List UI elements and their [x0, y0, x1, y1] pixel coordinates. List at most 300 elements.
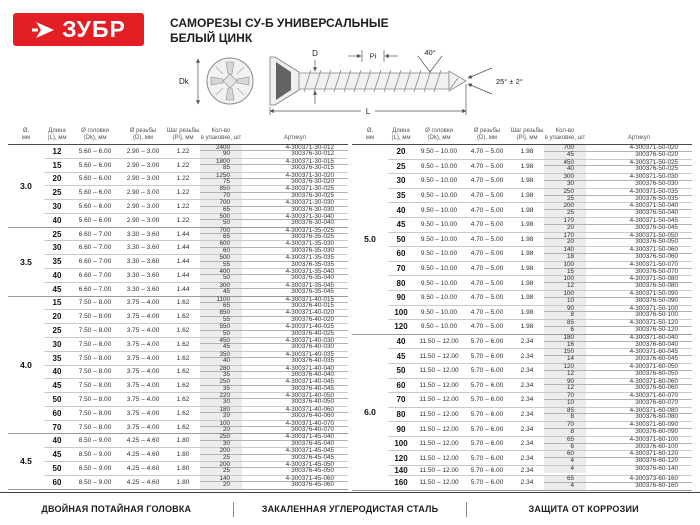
pack-quantity: 100	[544, 262, 586, 268]
thread-diameter-value: 3.75 – 4.00	[126, 409, 160, 417]
page-title-line2: БЕЛЫЙ ЦИНК	[170, 30, 253, 45]
pack-quantity: 170	[544, 233, 586, 239]
column-header	[510, 120, 544, 144]
pi-label: Pi	[369, 51, 377, 61]
thread-diameter-value: 4.70 – 5.00	[470, 221, 504, 229]
group-rows	[44, 145, 348, 227]
article-number: 4-300371-50-120	[629, 319, 678, 327]
diameter-group	[352, 334, 692, 490]
point-angle-label: 25° ± 2°	[496, 77, 523, 86]
article-number: 4-300371-30-030	[285, 199, 334, 207]
article-number: 300376-60-080	[635, 413, 678, 421]
pack-and-article	[544, 379, 692, 393]
pack-sub-row	[200, 482, 348, 488]
head-diameter-value: 5.60 – 6.00	[78, 189, 112, 197]
pack-sub-row	[544, 342, 692, 349]
column-header-line2: мм	[365, 135, 375, 141]
diameter-value: 4.5	[20, 456, 32, 467]
article-number: 4-300371-60-100	[629, 435, 678, 443]
pack-quantity: 85	[200, 165, 242, 171]
pack-quantity: 450	[544, 160, 586, 166]
pack-quantity: 850	[200, 186, 242, 191]
head-diameter-value: 8.50 – 9.00	[78, 437, 112, 445]
group-rows	[44, 434, 348, 488]
diameter-group	[8, 296, 348, 434]
pack-and-article	[200, 255, 348, 268]
article-number: 300376-50-080	[635, 282, 678, 290]
table-row	[388, 145, 692, 159]
table-row	[44, 297, 348, 310]
pack-quantity: 60	[544, 451, 586, 457]
pack-quantity: 85	[544, 320, 586, 326]
article-number: 300376-45-045	[291, 453, 334, 461]
length-value: 30	[52, 202, 62, 212]
length-value: 45	[396, 351, 406, 361]
length-value: 40	[396, 337, 406, 347]
pack-quantity: 6	[544, 444, 586, 451]
diameter-value: 6.0	[364, 407, 376, 418]
head-diameter-value: 8.50 – 9.00	[78, 464, 112, 472]
feature-double-countersunk-head: ДВОЙНАЯ ПОТАЙНАЯ ГОЛОВКА	[41, 504, 192, 514]
column-header-line2: в упаковке, шт	[200, 135, 242, 141]
article-number: 4-300371-50-035	[629, 187, 678, 195]
pack-quantity: 30	[544, 181, 586, 188]
thread-pitch-value: 1.44	[176, 285, 190, 293]
article-number: 4-300371-30-020	[285, 171, 334, 179]
article-number: 300376-50-025	[635, 165, 678, 173]
length-value: 60	[52, 477, 62, 487]
article-number: 4-300371-45-060	[285, 474, 334, 482]
pack-and-article	[544, 364, 692, 378]
pack-and-article	[544, 218, 692, 232]
head-diameter-value: 7.50 – 8.00	[78, 409, 112, 417]
table-row	[388, 319, 692, 334]
pack-quantity: 40	[200, 358, 242, 364]
pack-quantity: 10	[544, 298, 586, 305]
pack-quantity: 8	[544, 414, 586, 421]
thread-diameter-value: 4.70 – 5.00	[470, 192, 504, 200]
pack-quantity: 45	[544, 152, 586, 159]
head-diameter-value: 7.50 – 8.00	[78, 395, 112, 403]
table-row	[44, 158, 348, 172]
head-diameter-value: 11.50 – 12.00	[419, 381, 459, 389]
article-number: 300376-35-035	[291, 260, 334, 268]
thread-pitch-value: 1.80	[176, 478, 190, 486]
table-row	[44, 185, 348, 199]
pack-and-article	[200, 241, 348, 254]
pack-and-article	[200, 145, 348, 158]
spec-table-right	[352, 120, 692, 491]
length-value: 140	[394, 466, 408, 476]
pack-and-article	[544, 145, 692, 159]
l-label: L	[365, 107, 371, 116]
pack-quantity: 180	[544, 335, 586, 341]
article-number: 300376-60-120	[635, 457, 678, 465]
pack-quantity: 75	[200, 179, 242, 185]
thread-pitch-value: 2.34	[520, 381, 534, 389]
article-number: 300376-50-045	[635, 223, 678, 231]
thread-diameter-value: 4.25 – 4.60	[126, 437, 160, 445]
article-number: 300376-35-025	[291, 233, 334, 241]
thread-diameter-value: 3.30 – 3.60	[126, 244, 160, 252]
screw-side-view	[270, 57, 466, 105]
length-value: 40	[52, 215, 62, 225]
pack-quantity: 250	[544, 189, 586, 195]
column-header-line1: Кол-во	[555, 128, 575, 134]
thread-pitch-value: 2.34	[520, 410, 534, 418]
diameter-value: 3.0	[20, 180, 32, 191]
table-row	[388, 335, 692, 349]
article-number: 300376-60-050	[635, 369, 678, 377]
pack-quantity: 850	[200, 310, 242, 315]
pack-quantity: 35	[200, 386, 242, 392]
article-number: 300376-40-035	[291, 357, 334, 365]
table-row	[44, 145, 348, 158]
head-diameter-value: 11.50 – 12.00	[419, 367, 459, 375]
column-header-line1: Артикул	[627, 135, 651, 141]
article-number: 4-300371-50-045	[629, 216, 678, 224]
diameter-group	[8, 433, 348, 488]
table-row	[388, 290, 692, 305]
table-row	[44, 434, 348, 447]
length-value: 20	[52, 174, 62, 184]
length-value: 40	[52, 436, 62, 446]
column-header-line2: (D), мм	[477, 135, 497, 141]
zubr-logo	[13, 13, 144, 46]
head-diameter-value: 6.60 – 7.00	[78, 285, 112, 293]
article-number: 4-300371-40-070	[285, 419, 334, 427]
article-number: 300376-30-025	[291, 191, 334, 199]
table-row	[44, 323, 348, 337]
length-value: 50	[396, 234, 406, 244]
table-row	[44, 378, 348, 392]
length-value: 35	[396, 191, 406, 201]
thread-diameter-value: 4.70 – 5.00	[470, 279, 504, 287]
article-number: 4-300371-30-012	[285, 144, 334, 151]
pack-and-article	[544, 203, 692, 217]
article-number: 300376-50-090	[635, 296, 678, 304]
diameter-group	[8, 145, 348, 227]
pack-sub-row	[544, 283, 692, 290]
d-label: D	[312, 49, 318, 58]
article-number: 4-300371-40-015	[285, 295, 334, 303]
article-number: 4-300371-30-015	[285, 157, 334, 165]
article-number: 300376-60-090	[635, 428, 678, 436]
table-row	[388, 275, 692, 290]
table-row	[388, 475, 692, 490]
table-row	[388, 232, 692, 247]
table-row	[44, 199, 348, 213]
article-number: 4-300371-40-050	[285, 392, 334, 400]
thread-pitch-value: 1.44	[176, 271, 190, 279]
head-diameter-value: 9.50 – 10.00	[420, 323, 458, 331]
article-number: 4-300371-50-100	[629, 304, 678, 312]
pack-and-article	[544, 174, 692, 188]
thread-pitch-value: 1.22	[176, 161, 190, 169]
article-number: 300376-45-040	[291, 439, 334, 447]
pack-and-article	[544, 233, 692, 247]
pack-quantity: 60	[200, 248, 242, 254]
thread-diameter-value: 2.90 – 3.00	[126, 147, 160, 155]
column-header-line2: (L), мм	[391, 135, 411, 141]
head-diameter-value: 7.50 – 8.00	[78, 327, 112, 335]
thread-diameter-value: 3.75 – 4.00	[126, 423, 160, 431]
head-diameter-value: 9.50 – 10.00	[420, 250, 458, 258]
article-number: 300376-30-040	[291, 219, 334, 227]
column-header-line1: Шаг резьбы	[166, 128, 200, 134]
column-header	[414, 120, 464, 144]
column-header	[352, 120, 388, 144]
article-number: 4-300371-30-040	[285, 212, 334, 220]
table-row	[44, 228, 348, 241]
pack-quantity: 2400	[200, 145, 242, 150]
pack-and-article	[200, 338, 348, 351]
article-number: 4-300371-35-030	[285, 240, 334, 248]
article-number: 300376-50-020	[635, 150, 678, 158]
head-diameter-value: 5.60 – 6.00	[78, 216, 112, 224]
head-diameter-value: 7.50 – 8.00	[78, 340, 112, 348]
pack-and-article	[200, 407, 348, 420]
column-header	[70, 120, 120, 144]
thread-pitch-value: 2.34	[520, 454, 534, 462]
head-diameter-value: 7.50 – 8.00	[78, 354, 112, 362]
article-number: 4-300371-50-025	[629, 158, 678, 166]
thread-pitch-value: 1.98	[520, 177, 534, 185]
pack-quantity: 200	[200, 448, 242, 453]
article-number: 4-300371-50-090	[629, 289, 678, 297]
head-diameter-value: 11.50 – 12.00	[419, 454, 459, 462]
column-header-line2: (L), мм	[47, 135, 67, 141]
thread-diameter-value: 5.70 – 6.00	[470, 338, 504, 346]
head-diameter-value: 11.50 – 12.00	[419, 425, 459, 433]
zubr-arrow-icon	[31, 18, 57, 42]
column-header-line2: в упаковке, шт	[544, 135, 586, 141]
pack-quantity: 18	[544, 254, 586, 261]
pack-and-article	[544, 451, 692, 465]
brand-name: ЗУБР	[62, 16, 126, 42]
column-header-line2: мм	[21, 135, 31, 141]
length-value: 70	[396, 264, 406, 274]
article-number: 4-300371-40-025	[285, 323, 334, 331]
pack-and-article	[200, 352, 348, 365]
pack-and-article	[544, 393, 692, 407]
article-number: 300376-60-100	[635, 442, 678, 450]
pack-quantity: 50	[200, 275, 242, 281]
article-number: 4-300371-50-060	[629, 246, 678, 254]
head-diameter-value: 9.50 – 10.00	[420, 192, 458, 200]
table-row	[44, 461, 348, 475]
table-row	[388, 202, 692, 217]
thread-pitch-value: 1.62	[176, 313, 190, 321]
table-row	[44, 282, 348, 296]
pack-sub-row	[544, 181, 692, 188]
pack-sub-row	[544, 356, 692, 363]
pack-quantity: 250	[200, 434, 242, 439]
thread-diameter-value: 5.70 – 6.00	[470, 454, 504, 462]
thread-pitch-value: 1.98	[520, 250, 534, 258]
article-number: 300376-40-050	[291, 398, 334, 406]
thread-diameter-value: 2.90 – 3.00	[126, 175, 160, 183]
table-row	[388, 159, 692, 174]
feature-hardened-carbon-steel: ЗАКАЛЕННАЯ УГЛЕРОДИСТАЯ СТАЛЬ	[261, 504, 439, 514]
thread-pitch-value: 1.98	[520, 294, 534, 302]
pack-sub-row	[544, 152, 692, 159]
pack-quantity: 220	[200, 393, 242, 398]
pack-and-article	[544, 306, 692, 320]
pack-quantity: 90	[544, 379, 586, 385]
article-number: 300376-35-030	[291, 246, 334, 254]
head-diameter-value: 9.50 – 10.00	[420, 294, 458, 302]
table-row	[44, 240, 348, 254]
article-number: 300376-30-030	[291, 205, 334, 213]
article-number: 300376-45-060	[291, 481, 334, 489]
length-value: 90	[396, 424, 406, 434]
thread-pitch-value: 1.98	[520, 162, 534, 170]
thread-diameter-value: 4.70 – 5.00	[470, 235, 504, 243]
pack-sub-row	[544, 269, 692, 276]
column-header	[44, 120, 70, 144]
thread-pitch-value: 2.34	[520, 367, 534, 375]
pack-quantity: 200	[200, 462, 242, 467]
column-header-line1: Кол-во	[211, 128, 231, 134]
pack-sub-row	[544, 210, 692, 217]
article-number: 4-300371-60-060	[629, 377, 678, 385]
thread-diameter-value: 3.30 – 3.60	[126, 285, 160, 293]
table-row	[388, 421, 692, 436]
pack-sub-row	[544, 444, 692, 451]
thread-diameter-value: 4.70 – 5.00	[470, 177, 504, 185]
article-number: 4-300371-50-040	[629, 202, 678, 210]
article-number: 4-300371-30-025	[285, 185, 334, 193]
thread-diameter-value: 4.25 – 4.60	[126, 451, 160, 459]
thread-diameter-value: 3.30 – 3.60	[126, 271, 160, 279]
pack-quantity: 500	[200, 255, 242, 260]
thread-diameter-value: 4.25 – 4.60	[126, 478, 160, 486]
head-diameter-value: 6.60 – 7.00	[78, 230, 112, 238]
pack-quantity: 70	[200, 193, 242, 199]
thread-pitch-value: 1.62	[176, 423, 190, 431]
column-header-line2: (D), мм	[133, 135, 153, 141]
article-number: 300376-40-045	[291, 384, 334, 392]
thread-pitch-value: 1.22	[176, 175, 190, 183]
article-number: 4-300371-50-030	[629, 173, 678, 181]
thread-angle-label: 40°	[424, 48, 436, 57]
pack-quantity: 55	[200, 317, 242, 323]
table-row	[388, 348, 692, 363]
pack-and-article	[200, 186, 348, 199]
length-value: 35	[52, 257, 62, 267]
pack-and-article	[544, 476, 692, 490]
length-value: 60	[52, 408, 62, 418]
pack-quantity: 20	[200, 427, 242, 433]
head-diameter-value: 9.50 – 10.00	[420, 279, 458, 287]
pack-and-article	[200, 297, 348, 310]
article-number: 300376-40-070	[291, 426, 334, 434]
table-row	[388, 378, 692, 393]
group-rows	[388, 335, 692, 490]
pack-quantity: 700	[200, 228, 242, 233]
table-row	[388, 173, 692, 188]
pack-sub-row	[544, 429, 692, 436]
pack-sub-row	[200, 289, 348, 295]
table-row	[388, 305, 692, 320]
pack-quantity: 45	[200, 344, 242, 350]
article-number: 4-300371-35-040	[285, 268, 334, 276]
article-number: 4-300373-60-160	[629, 475, 678, 483]
pack-quantity: 25	[200, 455, 242, 461]
pack-quantity: 65	[200, 234, 242, 240]
table-row	[388, 436, 692, 451]
thread-diameter-value: 5.70 – 6.00	[470, 367, 504, 375]
column-header-line1: Ø головки	[425, 128, 453, 134]
thread-pitch-value: 1.98	[520, 235, 534, 243]
head-diameter-value: 11.50 – 12.00	[419, 352, 459, 360]
thread-diameter-value: 5.70 – 6.00	[470, 381, 504, 389]
pack-and-article	[200, 366, 348, 379]
length-value: 20	[52, 312, 62, 322]
column-header	[166, 120, 200, 144]
pack-quantity: 14	[544, 356, 586, 363]
thread-pitch-value: 1.44	[176, 230, 190, 238]
head-diameter-value: 11.50 – 12.00	[419, 479, 459, 487]
article-number: 300376-60-160	[635, 481, 678, 489]
pack-and-article	[544, 335, 692, 349]
thread-pitch-value: 1.98	[520, 308, 534, 316]
article-number: 300376-30-015	[291, 164, 334, 172]
article-number: 300376-40-020	[291, 315, 334, 323]
pack-quantity: 50	[200, 331, 242, 337]
column-header-line1: Ø резьбы	[129, 128, 157, 134]
article-number: 4-300371-40-045	[285, 378, 334, 386]
article-number: 300376-50-035	[635, 194, 678, 202]
pack-quantity: 280	[200, 366, 242, 371]
pack-quantity: 350	[200, 352, 242, 357]
thread-pitch-value: 1.98	[520, 265, 534, 273]
length-value: 70	[396, 395, 406, 405]
article-number: 300376-60-070	[635, 398, 678, 406]
article-number: 300376-40-040	[291, 370, 334, 378]
article-number: 300376-35-040	[291, 274, 334, 282]
table-row	[388, 450, 692, 465]
length-value: 60	[396, 380, 406, 390]
column-header	[388, 120, 414, 144]
pack-sub-row	[544, 371, 692, 378]
column-header	[464, 120, 510, 144]
length-value: 45	[52, 284, 62, 294]
pack-and-article	[544, 349, 692, 363]
column-header-line1: Ø резьбы	[473, 128, 501, 134]
article-number: 4-300371-40-020	[285, 309, 334, 317]
length-value: 20	[396, 147, 406, 157]
head-diameter-value: 7.50 – 8.00	[78, 313, 112, 321]
article-number: 300376-40-015	[291, 301, 334, 309]
article-number: 4-300371-50-070	[629, 260, 678, 268]
article-number: 4-300371-45-050	[285, 460, 334, 468]
thread-diameter-value: 3.75 – 4.00	[126, 368, 160, 376]
thread-pitch-value: 1.98	[520, 148, 534, 156]
column-header-line2: (Pi), мм	[516, 135, 538, 141]
column-header	[200, 120, 242, 144]
column-header	[586, 120, 692, 144]
head-diameter-value: 11.50 – 12.00	[419, 440, 459, 448]
head-diameter-value: 6.60 – 7.00	[78, 258, 112, 266]
pack-quantity: 4	[544, 483, 586, 490]
column-header-line1: Длина	[392, 128, 410, 134]
pack-sub-row	[544, 458, 692, 465]
article-number: 300376-50-120	[635, 325, 678, 333]
thread-diameter-value: 5.70 – 6.00	[470, 425, 504, 433]
pack-quantity: 45	[200, 289, 242, 295]
